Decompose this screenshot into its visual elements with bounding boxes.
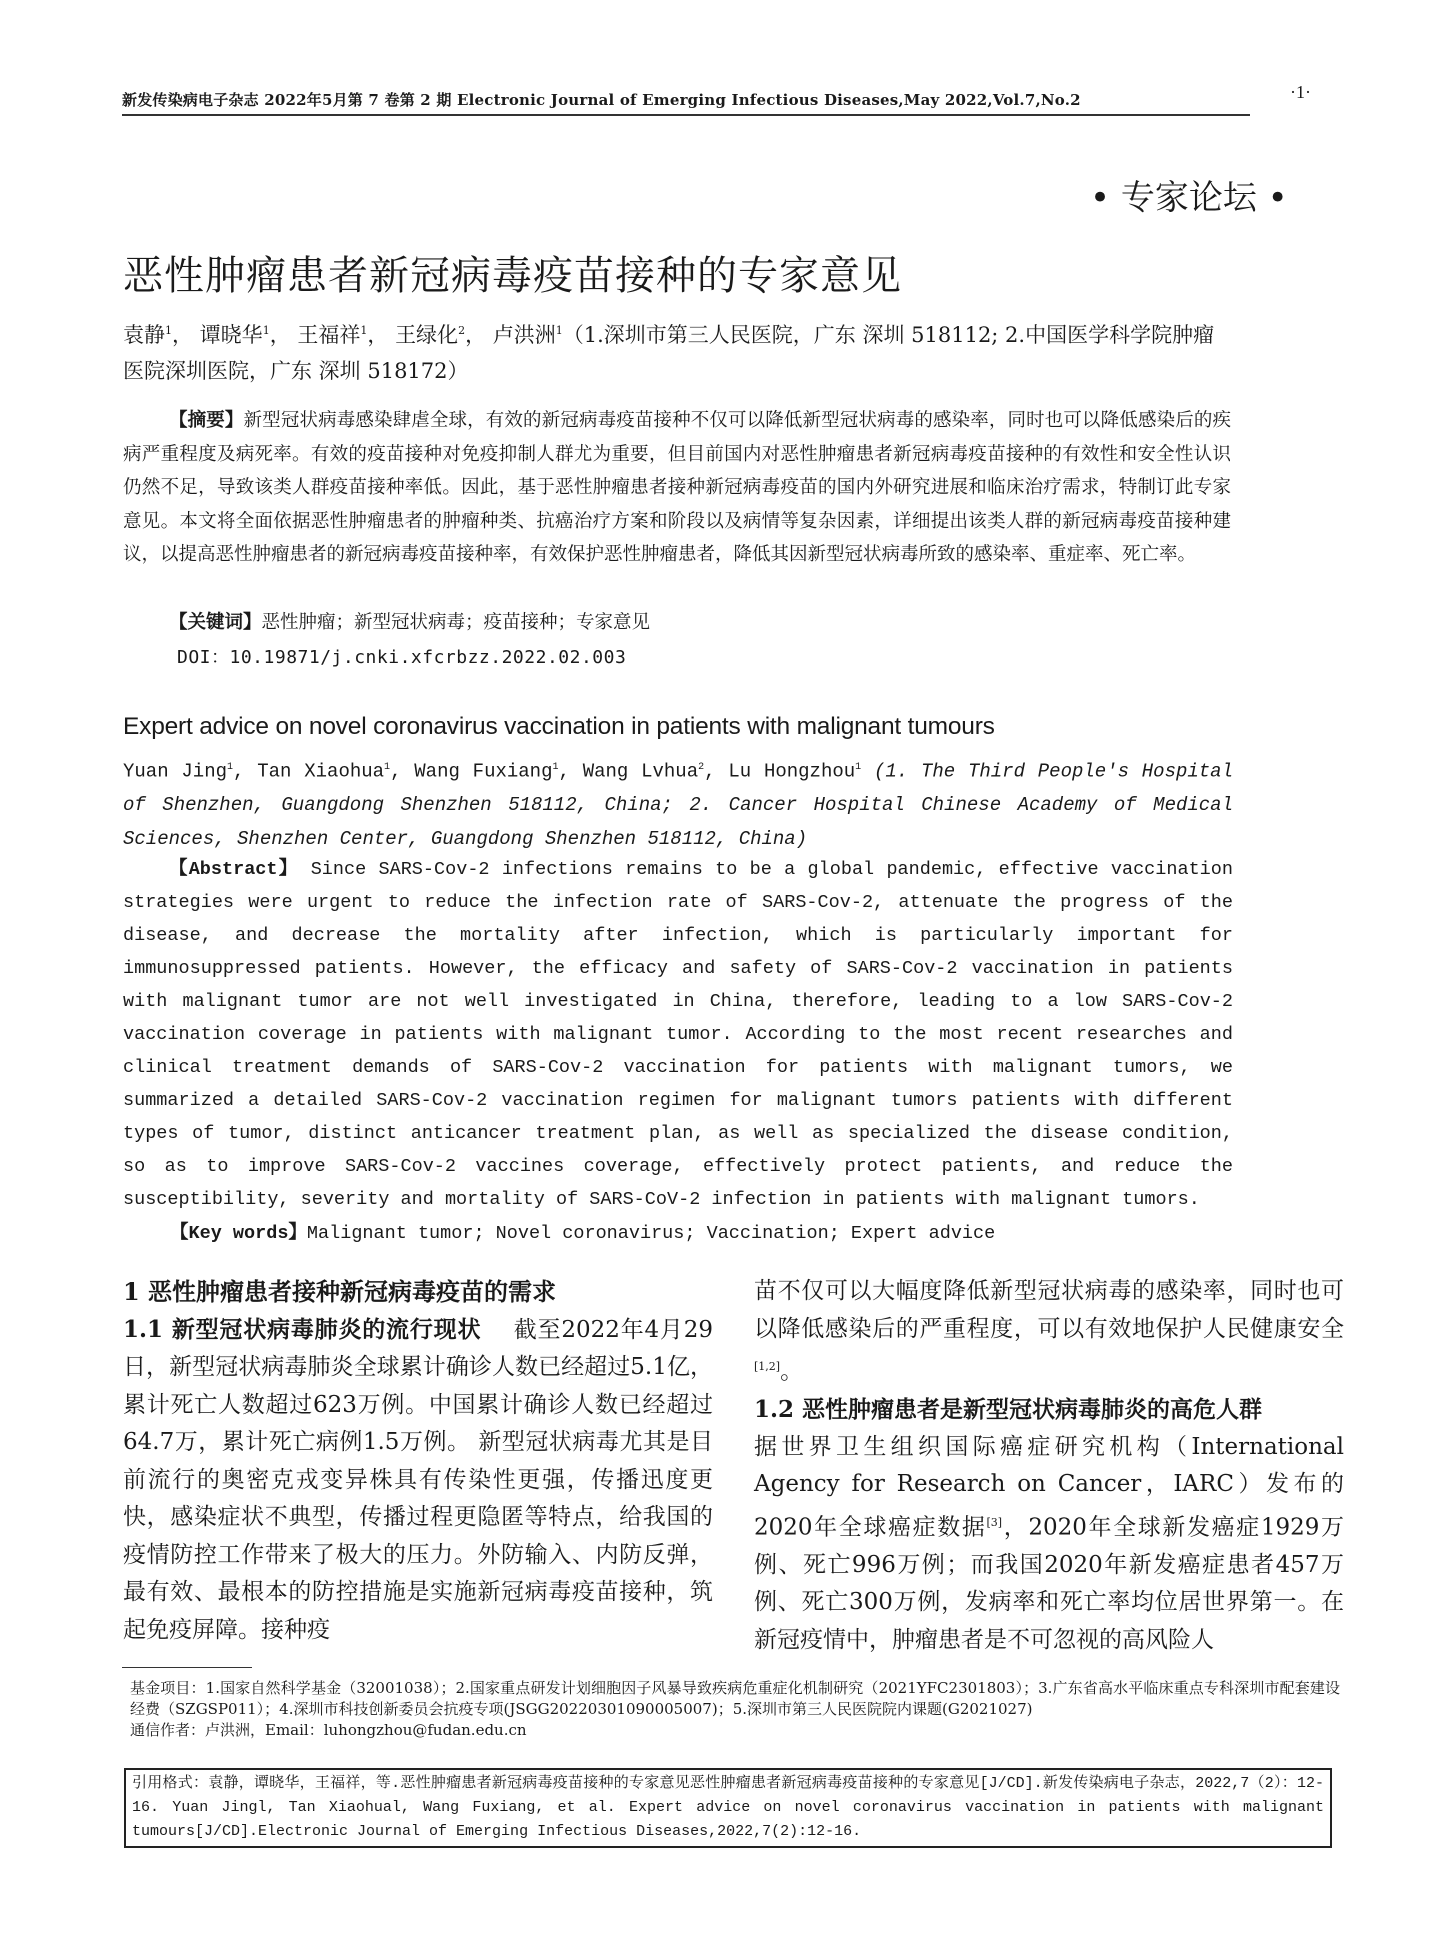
body-column-left <box>123 1273 713 1649</box>
abstract-label-zh: 【摘要】 <box>169 410 244 431</box>
abstract-zh <box>123 404 1231 572</box>
keywords-zh <box>169 608 650 634</box>
keywords-text-zh: 恶性肿瘤；新型冠状病毒；疫苗接种；专家意见 <box>261 612 651 633</box>
paragraph <box>754 1429 1344 1660</box>
paragraph-text: 截至2022年4月29日，新型冠状病毒肺炎全球累计确诊人数已经超过5.1亿，累计死亡人数超过623万例。中国累计确诊人数已经超过64.7万，累计死亡病例1.5万例。 新型冠状病毒尤其是目前流行的奥密克戎变异株具有传染性更强，传播迅度更快，感染症状不典型，传播过程更隐匿等特点，给我国的疫情防控工作带来了极大的压力。外防输入、内防反弹，最有效、最根本的防控措施是实施新冠病毒疫苗接种，筑起免疫屏障。接种疫 <box>123 1316 714 1643</box>
authors-en: Yuan Jing$^1$, Tan Xiaohua$^1$, Wang Fuxiang$^1$, Wang Lvhua$^2$, Lu Hongzhou$^1$ (1. The Third People's Hospital of Shenzhen, Guangdong Shenzhen 518112, China; 2. Cancer Hospital Chinese Academy of Medical Sciences, Shenzhen Center, Guangdong Shenzhen 518112, China) <box>123 760 1233 851</box>
keywords-label-zh: 【关键词】 <box>169 612 262 633</box>
author-name: 王绿化 <box>395 323 459 347</box>
affil-mark: 2 <box>698 762 705 773</box>
article-title-zh: 恶性肿瘤患者新冠病毒疫苗接种的专家意见 <box>123 253 902 299</box>
abstract-en <box>123 853 1233 1216</box>
header-rule <box>122 114 1250 116</box>
corresponding-author: 通信作者：卢洪洲，Email：luhongzhou@fudan.edu.cn <box>130 1721 527 1739</box>
paragraph-text: 据世界卫生组织国际癌症研究机构（International Agency for Research on Cancer，IARC）发布的2020年全球癌症数据 <box>754 1433 1344 1541</box>
affil-mark: 1 <box>262 324 270 337</box>
author-name-en: Yuan Jing <box>123 760 228 783</box>
paragraph-text: ，2020年全球新发癌症1929万例、死亡996万例；而我国2020年新发癌症患者457万例、死亡300万例，发病率和死亡率均位居世界第一。在新冠疫情中，肿瘤患者是不可忽视的高风险人 <box>754 1514 1344 1653</box>
article-title-en: Expert advice on novel coronavirus vaccination in patients with malignant tumours <box>123 713 995 740</box>
page-number: ·1· <box>1290 82 1311 102</box>
affil-mark: 1 <box>855 762 862 773</box>
affiliations-zh: （1.深圳市第三人民医院，广东 深圳 518112; 2.中国医学科学院肿瘤医院深圳医院，广东 深圳 518172） <box>123 323 1215 383</box>
author-name: 王福祥 <box>297 323 361 347</box>
affiliations-en: (1. The Third People's Hospital of Shenzhen, Guangdong Shenzhen 518112, China; 2. Cancer Hospital Chinese Academy of Medical Sciences, Shenzhen Center, Guangdong Shenzhen 518112, China) <box>123 760 1233 851</box>
author-name: 谭晓华 <box>199 323 263 347</box>
citation-format-box: 引用格式：袁静，谭晓华，王福祥，等.恶性肿瘤患者新冠病毒疫苗接种的专家意见恶性肿瘤患者新冠病毒疫苗接种的专家意见[J/CD].新发传染病电子杂志，2022,7（2）：12-16. Yuan Jingl, Tan Xiaohual, Wang Fuxiang, et al. Expert advice on novel coronavirus vaccination in patients with malignant tumours[J/CD].Electronic Journal of Emerging Infectious Diseases,2022,7(2):12-16. <box>124 1768 1332 1848</box>
body-column-right <box>754 1273 1344 1659</box>
keywords-text-en: Malignant tumor; Novel coronavirus; Vaccination; Expert advice <box>306 1223 996 1244</box>
keywords-label-en: 【Key words】 <box>170 1223 307 1244</box>
affil-mark: 1 <box>227 762 234 773</box>
author-name-en: Tan Xiaohua <box>257 760 385 783</box>
author-name: 卢洪洲 <box>492 323 556 347</box>
footnote <box>130 1678 1340 1741</box>
affil-mark: 1 <box>165 324 172 337</box>
abstract-text-zh: 新型冠状病毒感染肆虐全球，有效的新冠病毒疫苗接种不仅可以降低新型冠状病毒的感染率，同时也可以降低感染后的疾病严重程度及病死率。有效的疫苗接种对免疫抑制人群尤为重要，但目前国内对恶性肿瘤患者新冠病毒疫苗接种的有效性和安全性认识仍然不足，导致该类人群疫苗接种率低。因此，基于恶性肿瘤患者接种新冠病毒疫苗的国内外研究进展和临床治疗需求，特制订此专家意见。本文将全面依据恶性肿瘤患者的肿瘤种类、抗癌治疗方案和阶段以及病情等复杂因素，详细提出该类人群的新冠病毒疫苗接种建议，以提高恶性肿瘤患者的新冠病毒疫苗接种率，有效保护恶性肿瘤患者，降低其因新型冠状病毒所致的感染率、重症率、死亡率。 <box>123 410 1231 565</box>
abstract-text-en: Since SARS-Cov-2 infections remains to be a global pandemic, effective vaccination strategies were urgent to reduce the infection rate of SARS-Cov-2, attenuate the progress of the disease, and decrease the mortality after infection, which is particularly important for immunosuppressed patients. However, the efficacy and safety of SARS-Cov-2 vaccination in patients with malignant tumor are not well investigated in China, therefore, leading to a low SARS-Cov-2 vaccination coverage in patients with malignant tumor. According to the most recent researches and clinical treatment demands of SARS-Cov-2 vaccination for patients with malignant tumors, we summarized a detailed SARS-Cov-2 vaccination regimen for malignant tumors patients with different types of tumor, distinct anticancer treatment plan, as well as specialized the disease condition, so as to improve SARS-Cov-2 vaccines coverage, effectively protect patients, and reduce the susceptibility, severity and mortality of SARS-CoV-2 infection in patients with malignant tumors. <box>123 859 1233 1210</box>
author-name-en: Wang Lvhua <box>582 760 699 783</box>
subsection-heading: 1.2 恶性肿瘤患者是新型冠状病毒肺炎的高危人群 <box>754 1396 1263 1424</box>
journal-header: 新发传染病电子杂志 2022年5月第 7 卷第 2 期 Electronic Journal of Emerging Infectious Diseases,May 2022,Vol.7,No.2 <box>122 91 1081 109</box>
column-label: • 专家论坛 • <box>1090 178 1288 218</box>
keywords-en <box>170 1218 995 1244</box>
paragraph-text: 。 <box>780 1358 804 1385</box>
citation-ref: [1,2] <box>754 1360 781 1373</box>
doi: DOI：10.19871/j.cnki.xfcrbzz.2022.02.003 <box>177 647 627 668</box>
affil-mark: 1 <box>384 762 391 773</box>
paragraph <box>754 1273 1344 1391</box>
abstract-label-en: 【Abstract】 <box>169 859 299 880</box>
author-name-en: Wang Fuxiang <box>414 760 553 783</box>
subsection-heading: 1.1 新型冠状病毒肺炎的流行现状 <box>123 1315 482 1343</box>
affil-mark: 1 <box>360 324 368 337</box>
affil-mark: 2 <box>458 324 466 337</box>
affil-mark: 1 <box>555 324 563 337</box>
citation-ref: [3] <box>986 1515 1003 1529</box>
author-name-en: Lu Hongzhou <box>728 760 856 783</box>
author-name: 袁静 <box>123 323 165 347</box>
section-heading: 1 恶性肿瘤患者接种新冠病毒疫苗的需求 <box>123 1277 557 1306</box>
funding-note: 基金项目：1.国家自然科学基金（32001038）；2.国家重点研发计划细胞因子风暴导致疾病危重症化机制研究（2021YFC2301803）；3.广东省高水平临床重点专科深圳市配套建设经费（SZGSP011）；4.深圳市科技创新委员会抗疫专项(JSGG20220301090005007)；5.深圳市第三人民医院院内课题(G2021027) <box>130 1679 1340 1718</box>
footnote-rule <box>122 1667 252 1668</box>
affil-mark: 1 <box>552 762 559 773</box>
paragraph <box>123 1311 713 1650</box>
authors-zh: 袁静$^1$， 谭晓华$^1$， 王福祥$^1$， 王绿化$^2$， 卢洪洲$^1$（1.深圳市第三人民医院，广东 深圳 518112; 2.中国医学科学院肿瘤医院深圳医院，广东 深圳 518172） <box>123 323 1215 383</box>
paragraph-text: 苗不仅可以大幅度降低新型冠状病毒的感染率，同时也可以降低感染后的严重程度，可以有效地保护人民健康安全 <box>754 1278 1344 1342</box>
